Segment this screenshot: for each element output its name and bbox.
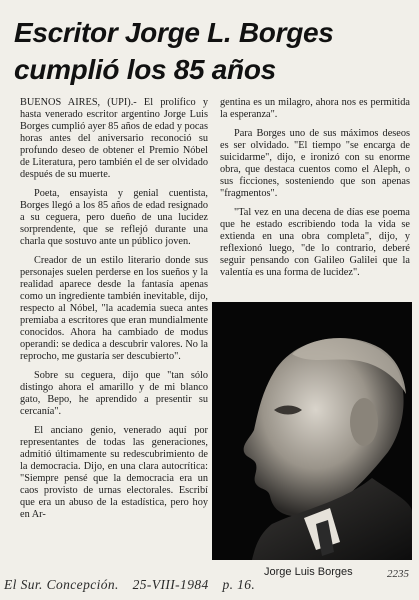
article-paragraph: Poeta, ensayista y genial cuentista, Borges llegó a los 85 años de edad resignado a su ceguera, pero dueño de una lucidez sorprendente, que se reflejó durante una charla que sostuvo ante un público joven. (20, 188, 208, 247)
date-note: 25-VIII-1984 (132, 577, 209, 592)
headline-line-2: cumplió los 85 años (14, 54, 276, 85)
photo-caption: Jorge Luis Borges (264, 566, 353, 578)
article-paragraph: Sobre su ceguera, dijo que "tan sólo distingo ahora el amarillo y de mi blanco gato, Bepo, he aprendido a presentir su cercanía". (20, 370, 208, 417)
page-note: p. 16. (222, 577, 256, 592)
article-paragraph: Creador de un estilo literario donde sus personajes suelen perderse en los sueños y la realidad aparece desde la fantasía apenas como un ingrediente también inevitable, dijo, respecto al Nóbel, "la academia sueca antes premiaba a escritores que eran mundialmente conocidos. Ahora ha cambiado de modus operandi: se dedica a descubrir valores. No la reprocho, me gustaría ser descubierto". (20, 255, 208, 362)
headline-line-1: Escritor Jorge L. Borges (14, 17, 334, 48)
article-paragraph: "Tal vez en una decena de días ese poema que he estado escribiendo toda la vida se extienda en una obra completa", dijo, y reflexionó luego, "de lo contrario, deberé seguir pensando con Galileo Galilei que la valentía es una forma de lucidez". (220, 207, 410, 278)
archive-number: 2235 (387, 568, 409, 580)
article-right-column (220, 97, 410, 286)
article-paragraph: Para Borges uno de sus máximos deseos es ser olvidado. "El tiempo "se encarga de suicidarme", dijo, e ironizó con su enorme obra, que destaca cuentos como el Aleph, o sus ficciones, sosteniendo que son apenas "fragmentos". (220, 128, 410, 199)
handwritten-annotation (4, 577, 414, 593)
article-paragraph: BUENOS AIRES, (UPI).- El prolífico y hasta venerado escritor argentino Jorge Luis Borges cumplió ayer 85 años de edad y pocas horas antes del aniversario reconoció su profundo deseo de obtener el Premio Nóbel de Literatura, pero también el de ser olvidado después de su muerte. (20, 97, 208, 180)
article-paragraph: gentina es un milagro, ahora nos es permitida la esperanza". (220, 97, 410, 120)
borges-portrait-photo (212, 302, 412, 560)
portrait-silhouette (212, 302, 412, 560)
article-paragraph: El anciano genio, venerado aquí por representantes de todas las generaciones, admitió últimamente su redescubrimiento de la democracia. Dijo, en una clara autocrítica: "Siempre pensé que la democracia era un caos provisto de urnas electorales. Escribí que era un abuso de la estadística, pero hoy en Ar- (20, 425, 208, 520)
article-left-column (20, 97, 208, 528)
source-note: El Sur. Concepción. (4, 577, 119, 592)
headline (14, 14, 409, 88)
